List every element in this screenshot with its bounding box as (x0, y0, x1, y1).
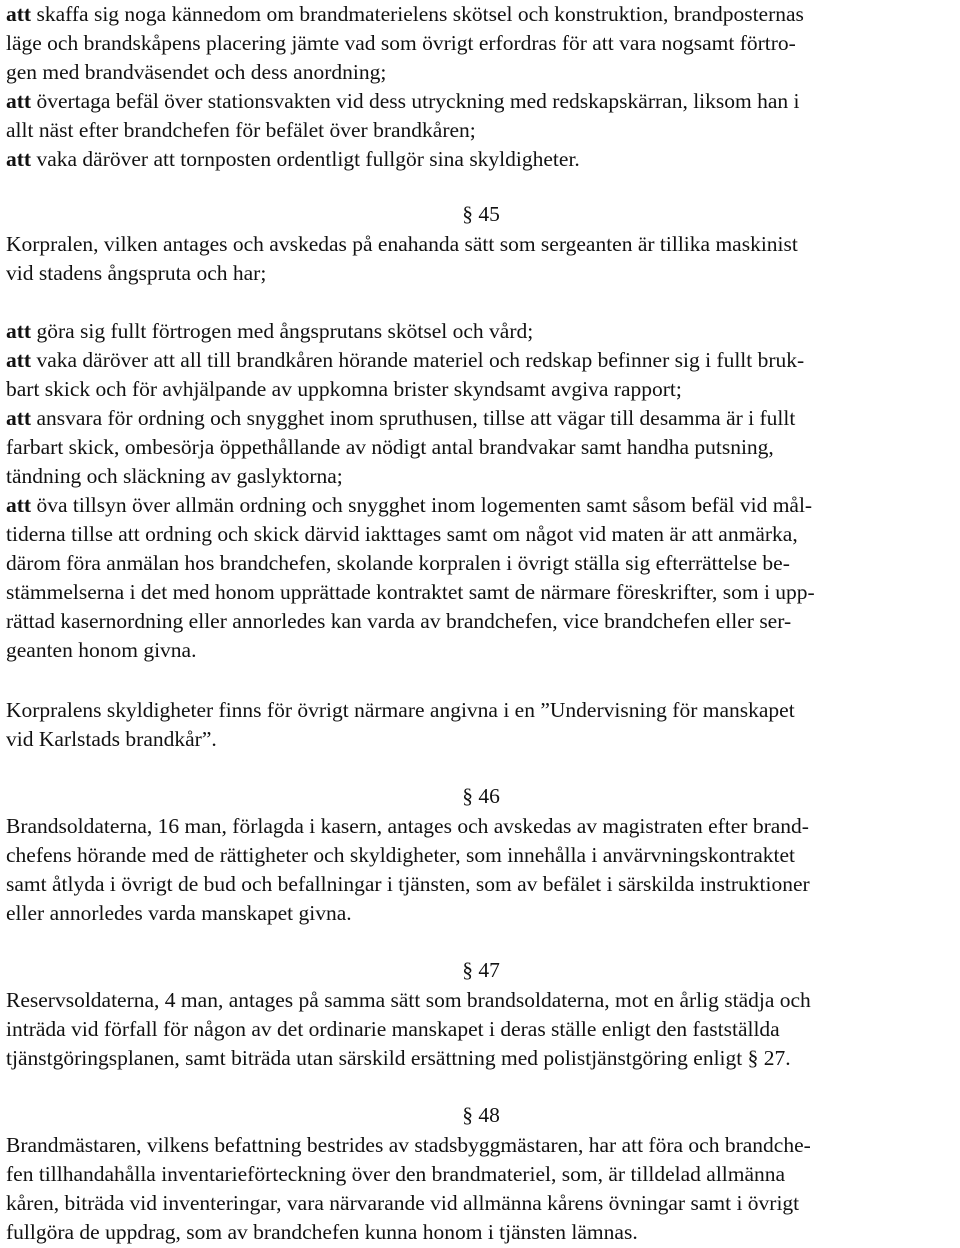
text-line (6, 578, 815, 607)
keyword-att: att (6, 89, 32, 113)
keyword-att: att (6, 319, 32, 343)
line-text: bart skick och för avhjälpande av uppkomna brister skyndsamt avgiva rapport; (6, 377, 682, 401)
text-line (6, 1044, 791, 1073)
line-text: vaka däröver att all till brandkåren hörande materiel och redskap befinner sig i fullt bruk- (31, 348, 805, 372)
text-line (6, 1189, 799, 1218)
line-text: allt näst efter brandchefen för befälet över brandkåren; (6, 118, 476, 142)
line-text: samt åtlyda i övrigt de bud och befallningar i tjänsten, som av befälet i särskilda instruktioner (6, 872, 810, 896)
text-line (6, 317, 533, 346)
line-text: stämmelserna i det med honom upprättade kontraktet samt de närmare föreskrifter, som i upp- (6, 580, 815, 604)
text-line (6, 899, 352, 928)
section-heading: § 47 (462, 958, 500, 982)
line-text: Brandsoldaterna, 16 man, förlagda i kasern, antages och avskedas av magistraten efter brand- (6, 814, 809, 838)
line-text: kåren, biträda vid inventeringar, vara närvarande vid allmänna kårens övningar samt i övrigt (6, 1191, 800, 1215)
line-text: geanten honom givna. (6, 638, 197, 662)
text-line (6, 491, 812, 520)
line-text: övertaga befäl över stationsvakten vid dess utryckning med redskapskärran, liksom han i (31, 89, 800, 113)
text-line (6, 1160, 785, 1189)
line-text: läge och brandskåpens placering jämte vad som övrigt erfordras för att vara nogsamt förtro- (6, 31, 796, 55)
section-heading: § 46 (462, 784, 500, 808)
text-line (6, 636, 196, 665)
text-line (6, 29, 796, 58)
line-text: Brandmästaren, vilkens befattning bestrides av stadsbyggmästaren, har att föra och brandche- (6, 1133, 811, 1157)
keyword-att: att (6, 348, 32, 372)
keyword-att: att (6, 147, 32, 171)
line-text: eller annorledes varda manskapet givna. (6, 901, 352, 925)
text-line (6, 549, 790, 578)
line-text: vid stadens ångspruta och har; (6, 261, 267, 285)
line-text: vaka däröver att tornposten ordentligt fullgör sina skyldigheter. (31, 147, 580, 171)
text-line (6, 375, 682, 404)
line-text: chefens hörande med de rättigheter och skyldigheter, som innehålla i anvärvningskontraktet (6, 843, 796, 867)
line-text: fullgöra de uppdrag, som av brandchefen kunna honom i tjänsten lämnas. (6, 1220, 638, 1244)
text-line (6, 841, 795, 870)
text-line (6, 259, 266, 288)
section-heading: § 48 (462, 1103, 500, 1127)
line-text: fen tillhandahålla inventarieförteckning över den brandmateriel, som, är tilldelad allmänna (6, 1162, 786, 1186)
keyword-att: att (6, 2, 32, 26)
text-line (6, 1131, 811, 1160)
text-line (6, 462, 343, 491)
text-line (6, 986, 811, 1015)
text-line (6, 116, 476, 145)
line-text: öva tillsyn över allmän ordning och snygghet inom logementen samt såsom befäl vid mål- (31, 493, 813, 517)
text-line (6, 520, 798, 549)
line-text: tiderna tillse att ordning och skick därvid iakttages samt om något vid maten är att anmärka, (6, 522, 798, 546)
line-text: ansvara för ordning och snygghet inom spruthusen, tillse att vägar till desamma är i fullt (31, 406, 796, 430)
text-line (6, 1218, 638, 1247)
text-line (6, 433, 774, 462)
text-line (6, 145, 580, 174)
line-text: Reservsoldaterna, 4 man, antages på samma sätt som brandsoldaterna, mot en årlig städja och (6, 988, 811, 1012)
text-line (6, 696, 795, 725)
line-text: Korpralen, vilken antages och avskedas på enahanda sätt som sergeanten är tillika maskinist (6, 232, 798, 256)
text-line (6, 230, 798, 259)
line-text: farbart skick, ombesörja öppethållande av nödigt antal brandvakar samt handha putsning, (6, 435, 774, 459)
text-line (6, 87, 800, 116)
section-heading: § 45 (462, 202, 500, 226)
line-text: skaffa sig noga kännedom om brandmaterielens skötsel och konstruktion, brandposternas (31, 2, 804, 26)
line-text: inträda vid förfall för någon av det ordinarie manskapet i deras ställe enligt den fastställda (6, 1017, 780, 1041)
line-text: tjänstgöringsplanen, samt biträda utan särskild ersättning med polistjänstgöring enligt § 27. (6, 1046, 791, 1070)
text-line (6, 870, 810, 899)
keyword-att: att (6, 493, 32, 517)
line-text: rättad kasernordning eller annorledes kan varda av brandchefen, vice brandchefen eller ser- (6, 609, 792, 633)
line-text: därom föra anmälan hos brandchefen, skolande korpralen i övrigt ställa sig efterrättelse be- (6, 551, 790, 575)
text-line (6, 812, 809, 841)
text-line (6, 0, 804, 29)
text-line (6, 346, 804, 375)
line-text: vid Karlstads brandkår”. (6, 727, 217, 751)
text-line (6, 404, 795, 433)
line-text: göra sig fullt förtrogen med ångsprutans skötsel och vård; (31, 319, 534, 343)
text-line (6, 1015, 780, 1044)
text-line (6, 58, 386, 87)
line-text: tändning och släckning av gaslyktorna; (6, 464, 343, 488)
line-text: gen med brandväsendet och dess anordning; (6, 60, 387, 84)
text-line (6, 607, 791, 636)
keyword-att: att (6, 406, 32, 430)
line-text: Korpralens skyldigheter finns för övrigt närmare angivna i en ”Undervisning för manskapet (6, 698, 795, 722)
text-line (6, 725, 217, 754)
